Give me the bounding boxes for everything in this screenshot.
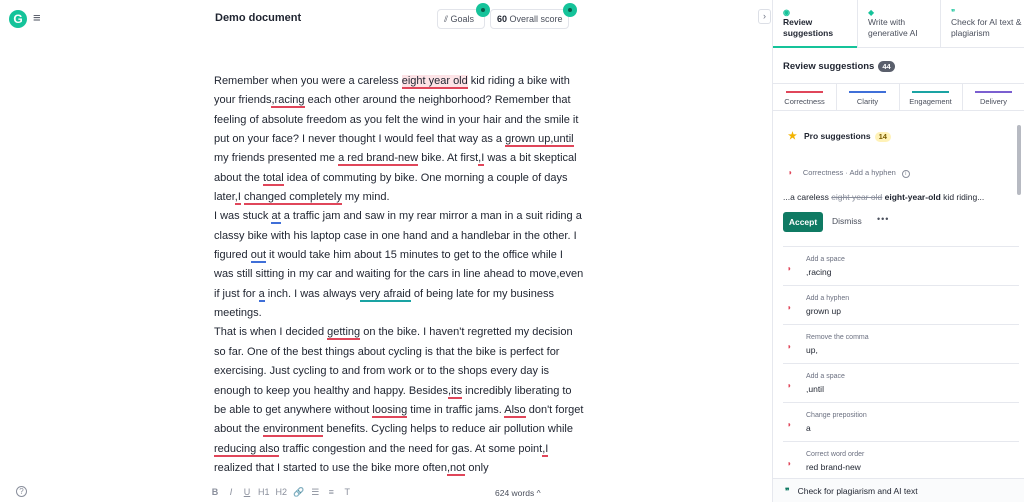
flagged-text[interactable]: loosing bbox=[372, 403, 408, 416]
flagged-text[interactable]: ,its bbox=[448, 384, 463, 397]
text-run: benefits. Cycling helps to reduce air pollution while bbox=[323, 423, 573, 436]
suggestion-item[interactable] bbox=[783, 441, 1019, 480]
suggestion-type: Change preposition bbox=[806, 412, 867, 419]
suggestion-preview[interactable] bbox=[783, 192, 984, 202]
category-engagement[interactable] bbox=[899, 84, 962, 111]
flagged-text[interactable]: very afraid bbox=[359, 287, 411, 300]
star-icon: ★ bbox=[788, 131, 797, 142]
text-run: was a bit skeptical about the bbox=[214, 152, 577, 184]
engagement-bar bbox=[912, 91, 949, 93]
suggestion-item[interactable] bbox=[783, 363, 1019, 402]
suggestion-text: ,until bbox=[806, 384, 824, 394]
suggestion-text: red brand-new bbox=[806, 462, 861, 472]
pro-label: Pro suggestions bbox=[803, 131, 871, 141]
format-toolbar bbox=[210, 487, 352, 498]
tab-label: Write with generative AI bbox=[868, 17, 918, 38]
category-label: Clarity bbox=[856, 97, 879, 106]
shield-icon: ◗ bbox=[787, 264, 792, 273]
panel-tabs bbox=[773, 0, 1024, 48]
heading2-button[interactable]: H2 bbox=[275, 487, 288, 497]
flagged-text[interactable]: ,racing bbox=[271, 94, 305, 107]
text-run: inch. I was always bbox=[264, 287, 360, 300]
text-run: a traffic jam and saw in my rear mirror a man in a suit riding a classy bike with his laptop case in one hand and a handlebar in the other. I figured bbox=[214, 210, 582, 262]
category-delivery[interactable] bbox=[962, 84, 1024, 111]
shield-icon: ◗ bbox=[787, 303, 792, 312]
flagged-text[interactable]: reducing also bbox=[214, 442, 280, 455]
document-paragraph[interactable] bbox=[214, 207, 584, 323]
card-category: Correctness · Add a hyphen bbox=[802, 168, 896, 177]
pen-icon: ◆ bbox=[868, 8, 875, 17]
suggestion-item[interactable] bbox=[783, 285, 1019, 324]
suggestion-item[interactable] bbox=[783, 246, 1019, 285]
flagged-text[interactable]: getting bbox=[327, 326, 361, 339]
clarity-bar bbox=[849, 91, 886, 93]
suggestion-item[interactable] bbox=[783, 324, 1019, 363]
flagged-text[interactable]: ,not bbox=[446, 461, 466, 474]
text-run: time in traffic jams. bbox=[407, 403, 505, 416]
tab-ai-plagiarism[interactable] bbox=[941, 0, 1024, 48]
text-run: Remember when you were a careless bbox=[214, 75, 402, 87]
suggestion-item[interactable] bbox=[783, 402, 1019, 441]
panel-scrollbar[interactable] bbox=[1017, 125, 1021, 195]
category-clarity[interactable] bbox=[836, 84, 899, 111]
flagged-text[interactable]: changed completely bbox=[243, 191, 342, 204]
review-title-text: Review suggestions bbox=[783, 61, 875, 72]
document-title[interactable]: Demo document bbox=[215, 12, 302, 24]
text-run: each other around the neighborhood? Remember that feeling of absolute freedom as you felt the wind in your hair and the smile it put on your face? I never thought I would feel that way as a bbox=[214, 94, 579, 146]
flagged-text[interactable]: ,until bbox=[550, 133, 574, 146]
text-run: bike. At first bbox=[418, 152, 479, 165]
text-run: it would take him about 15 minutes to get to the office while I was still sitting in my car and waiting for the cars in line ahead to move,even if just for bbox=[214, 249, 584, 300]
flagged-text[interactable]: total bbox=[262, 171, 284, 184]
shield-icon: ◗ bbox=[788, 168, 793, 177]
info-icon[interactable]: i bbox=[902, 170, 910, 178]
text-run: realized that I started to use the bike more often bbox=[214, 461, 447, 474]
text-run: That is when I decided bbox=[214, 326, 328, 339]
plagiarism-label: Check for plagiarism and AI text bbox=[797, 486, 918, 496]
flagged-text[interactable]: ,I bbox=[542, 442, 549, 455]
grammarly-logo-icon[interactable]: G bbox=[9, 10, 27, 28]
bold-button[interactable]: B bbox=[211, 487, 219, 497]
flagged-text[interactable]: out bbox=[250, 249, 266, 262]
text-run: don't forget about the bbox=[214, 403, 584, 436]
suggestion-type: Add a space bbox=[806, 256, 845, 263]
pro-suggestions-header[interactable] bbox=[788, 131, 891, 142]
text-run: idea of commuting by bike. One morning a couple of days later bbox=[214, 171, 568, 204]
preview-after: kid riding... bbox=[940, 192, 985, 202]
goals-icon: ⫽ bbox=[444, 14, 449, 24]
category-label: Engagement bbox=[909, 97, 952, 106]
quote-icon: ❞ bbox=[951, 8, 956, 17]
review-icon: ◉ bbox=[783, 8, 790, 17]
suggestion-text: ,racing bbox=[806, 267, 832, 277]
flagged-text[interactable]: grown up bbox=[505, 133, 551, 146]
suggestion-text: grown up bbox=[806, 306, 841, 316]
suggestion-text: a bbox=[806, 423, 811, 433]
flagged-text[interactable]: a bbox=[258, 287, 265, 300]
goals-status-dot-icon bbox=[476, 3, 490, 17]
category-filters bbox=[773, 83, 1024, 111]
italic-button[interactable]: I bbox=[229, 487, 233, 497]
score-label: Overall score bbox=[509, 14, 563, 24]
accept-button[interactable]: Accept bbox=[783, 212, 823, 232]
review-count-badge: 44 bbox=[878, 61, 894, 72]
pro-count-badge: 14 bbox=[875, 132, 891, 142]
category-label: Correctness bbox=[784, 97, 825, 106]
dismiss-button[interactable]: Dismiss bbox=[832, 216, 862, 226]
list-icon[interactable]: ≡ bbox=[33, 10, 41, 25]
score-value: 60 bbox=[497, 14, 508, 24]
suggestion-type: Add a hyphen bbox=[806, 295, 850, 302]
flagged-text[interactable]: Also bbox=[504, 403, 526, 416]
bullet-list-icon[interactable]: ≡ bbox=[328, 487, 334, 497]
preview-added: eight-year-old bbox=[884, 192, 941, 202]
assistant-panel bbox=[772, 0, 1024, 502]
text-run: on the bike. I haven't regretted my decision so far. One of the best things about cycling is that the bike is perfect for exercising. Just cycling to and from work or to the shops every day is enough to keep you healthy and happy. Besides bbox=[214, 326, 573, 397]
suggestion-type: Remove the comma bbox=[806, 334, 869, 341]
text-run: incredibly liberating to be able to get anywhere without bbox=[214, 384, 572, 416]
numbered-list-icon[interactable]: ☰ bbox=[311, 487, 320, 497]
suggestion-type: Add a space bbox=[806, 373, 845, 380]
review-title bbox=[783, 61, 895, 72]
shield-icon: ◗ bbox=[787, 459, 792, 468]
suggestion-card-header bbox=[788, 168, 910, 178]
document-paragraph[interactable] bbox=[214, 323, 584, 478]
text-run: my friends presented me bbox=[214, 152, 339, 165]
plagiarism-check-bar[interactable] bbox=[773, 478, 1024, 502]
flagged-text[interactable]: ,I bbox=[234, 191, 241, 204]
correctness-bar bbox=[786, 91, 823, 93]
flagged-text[interactable]: eight year old bbox=[401, 75, 468, 87]
goals-label: Goals bbox=[450, 14, 475, 24]
category-label: Delivery bbox=[979, 97, 1008, 106]
document-body[interactable] bbox=[214, 72, 584, 478]
text-run: kid riding a bike with your friends bbox=[214, 75, 570, 107]
category-correctness[interactable] bbox=[773, 84, 836, 111]
shield-icon: ◗ bbox=[787, 381, 792, 390]
shield-icon: ◗ bbox=[787, 342, 792, 351]
text-run: my mind. bbox=[341, 191, 390, 204]
flagged-text[interactable]: at bbox=[271, 210, 281, 223]
score-status-dot-icon bbox=[563, 3, 577, 17]
quote-icon: ❞ bbox=[785, 486, 790, 496]
text-run: only bbox=[465, 461, 489, 474]
more-options-icon[interactable]: ••• bbox=[877, 214, 890, 224]
flagged-text[interactable]: ,I bbox=[478, 152, 485, 165]
help-icon[interactable]: ? bbox=[16, 486, 27, 497]
heading1-button[interactable]: H1 bbox=[258, 487, 270, 497]
shield-icon: ◗ bbox=[787, 420, 792, 429]
delivery-bar bbox=[975, 91, 1012, 93]
underline-button[interactable]: U bbox=[243, 487, 251, 497]
text-run: of being late for my business meetings. bbox=[214, 287, 554, 320]
overall-score-button[interactable] bbox=[490, 9, 569, 29]
tab-review-suggestions[interactable] bbox=[773, 0, 857, 48]
preview-removed: eight year old bbox=[831, 192, 883, 202]
chevron-right-icon[interactable]: › bbox=[758, 9, 771, 24]
text-run: traffic congestion and the need for gas. At some point bbox=[279, 442, 543, 455]
preview-before: ...a careless bbox=[783, 192, 832, 202]
tab-generative-ai[interactable] bbox=[858, 0, 940, 48]
word-count[interactable]: 624 words ^ bbox=[495, 488, 541, 498]
suggestion-type: Correct word order bbox=[806, 451, 865, 458]
suggestion-text: up, bbox=[806, 345, 818, 355]
clear-format-icon[interactable]: T bbox=[344, 487, 350, 497]
tab-label: Check for AI text & plagiarism bbox=[951, 17, 1022, 38]
flagged-text[interactable]: a red brand-new bbox=[338, 152, 419, 165]
flagged-text[interactable]: environment bbox=[262, 423, 324, 436]
link-icon[interactable]: 🔗 bbox=[293, 487, 305, 497]
text-run: I was stuck bbox=[214, 210, 272, 223]
document-paragraph[interactable] bbox=[214, 72, 584, 207]
tab-label: Review suggestions bbox=[783, 17, 834, 38]
